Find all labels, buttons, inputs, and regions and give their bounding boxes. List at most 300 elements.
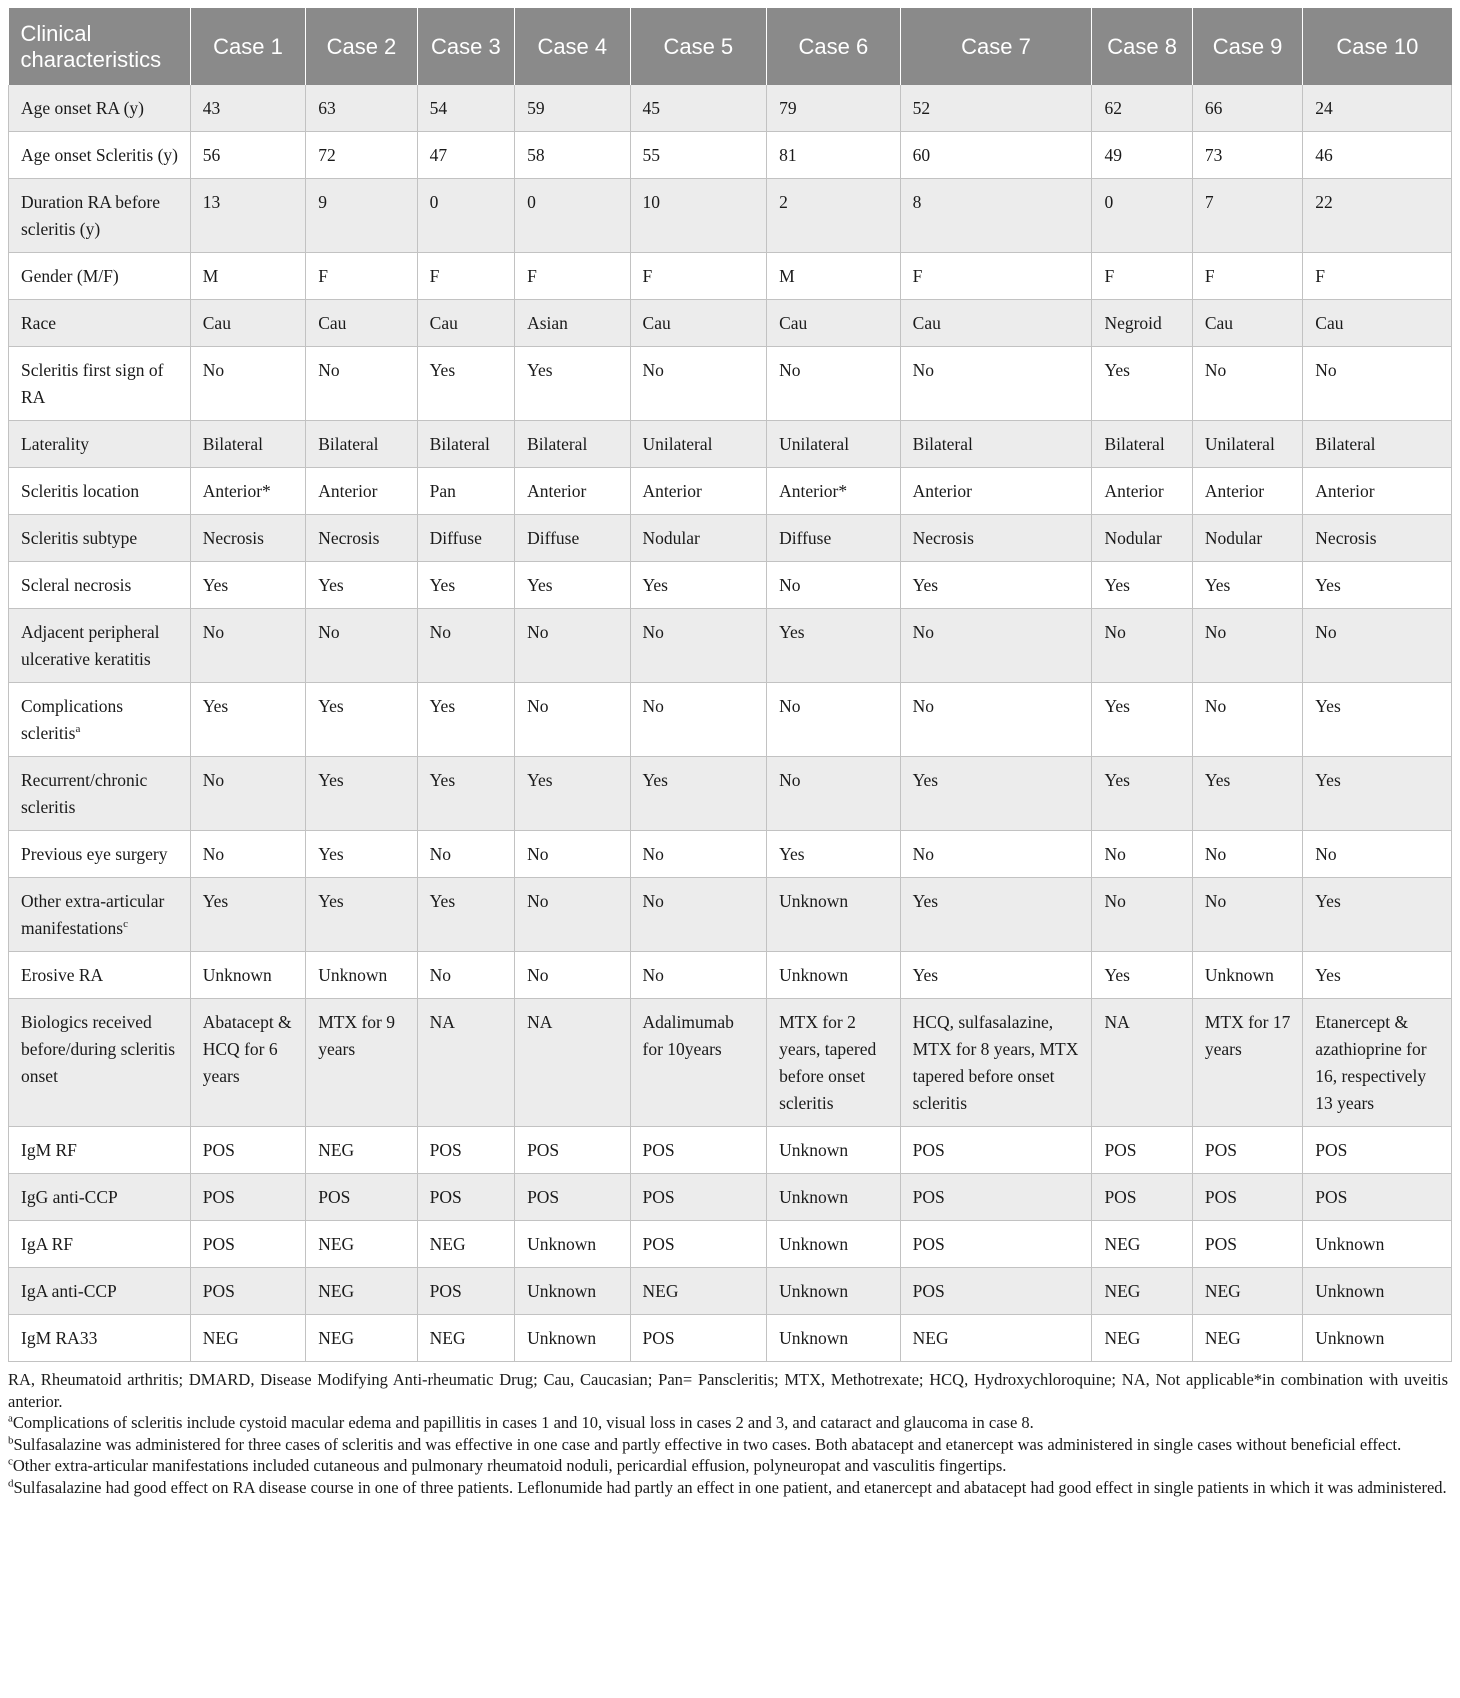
table-cell: 56 [190, 132, 305, 179]
table-cell: No [1192, 609, 1302, 683]
row-label-text: IgA anti-CCP [21, 1281, 117, 1301]
table-cell: M [767, 253, 901, 300]
table-cell: POS [1092, 1127, 1192, 1174]
table-cell: No [190, 347, 305, 421]
table-row [9, 1174, 1452, 1221]
table-cell: Nodular [630, 515, 767, 562]
table-cell: Cau [417, 300, 514, 347]
row-label-text: Age onset Scleritis (y) [21, 145, 178, 165]
table-cell: Bilateral [306, 421, 417, 468]
footnote-marker: a [8, 1412, 13, 1425]
table-cell: Yes [630, 757, 767, 831]
column-header-case-1: Case 1 [190, 8, 305, 85]
table-cell: No [515, 952, 630, 999]
table-cell: Cau [630, 300, 767, 347]
table-cell: No [515, 878, 630, 952]
row-label-text: IgA RF [21, 1234, 74, 1254]
table-cell: Etanercept & azathioprine for 16, respectively 13 years [1303, 999, 1452, 1127]
table-cell: 7 [1192, 179, 1302, 253]
table-row [9, 1221, 1452, 1268]
table-cell: Yes [306, 683, 417, 757]
table-cell: Yes [417, 683, 514, 757]
table-cell: Cau [1303, 300, 1452, 347]
table-cell: No [900, 609, 1092, 683]
table-cell: NA [417, 999, 514, 1127]
table-cell: Yes [190, 878, 305, 952]
table-cell: Unknown [767, 952, 901, 999]
table-cell: Cau [190, 300, 305, 347]
row-label [9, 1315, 191, 1362]
table-cell: POS [900, 1174, 1092, 1221]
table-cell: F [515, 253, 630, 300]
table-cell: POS [900, 1268, 1092, 1315]
table-cell: No [1092, 878, 1192, 952]
table-cell: POS [417, 1268, 514, 1315]
table-cell: NEG [1192, 1268, 1302, 1315]
table-cell: Yes [306, 757, 417, 831]
footnote [8, 1434, 1448, 1456]
table-cell: No [306, 347, 417, 421]
table-cell: Yes [515, 347, 630, 421]
table-cell: 62 [1092, 85, 1192, 132]
row-label-text: Age onset RA (y) [21, 98, 144, 118]
table-cell: Yes [306, 831, 417, 878]
table-row [9, 952, 1452, 999]
table-cell: Anterior* [767, 468, 901, 515]
row-label-text: Biologics received before/during scleritis onset [21, 1012, 176, 1086]
table-cell: Yes [1092, 757, 1192, 831]
table-cell: Yes [1092, 347, 1192, 421]
column-header-case-7: Case 7 [900, 8, 1092, 85]
table-cell: Anterior [900, 468, 1092, 515]
table-cell: No [417, 831, 514, 878]
table-cell: Yes [900, 562, 1092, 609]
footnote-marker: b [8, 1434, 14, 1446]
footnote-text: Complications of scleritis include cystoid macular edema and papillitis in cases 1 and 10, visual loss in cases 2 and 3, and cataract and glaucoma in case 8. [12, 1413, 1034, 1432]
table-cell: Anterior* [190, 468, 305, 515]
table-cell: No [1303, 609, 1452, 683]
table-cell: POS [515, 1174, 630, 1221]
table-cell: Yes [306, 878, 417, 952]
footnote-marker: d [8, 1477, 14, 1489]
row-label-text: IgM RA33 [21, 1328, 98, 1348]
table-row [9, 468, 1452, 515]
table-row [9, 562, 1452, 609]
table-row [9, 85, 1452, 132]
table-cell: NEG [306, 1221, 417, 1268]
table-cell: 45 [630, 85, 767, 132]
row-label [9, 468, 191, 515]
table-cell: No [767, 562, 901, 609]
table-cell: No [630, 683, 767, 757]
table-cell: Bilateral [900, 421, 1092, 468]
table-cell: F [1092, 253, 1192, 300]
column-header-case-6: Case 6 [767, 8, 901, 85]
row-label-text: Gender (M/F) [21, 266, 119, 286]
table-footnotes [8, 1369, 1452, 1498]
table-cell: No [767, 683, 901, 757]
table-row [9, 1315, 1452, 1362]
table-cell: No [767, 757, 901, 831]
table-cell: Unknown [767, 878, 901, 952]
table-cell: F [417, 253, 514, 300]
table-cell: 63 [306, 85, 417, 132]
row-label-text: Duration RA before scleritis (y) [21, 192, 160, 239]
table-row [9, 300, 1452, 347]
table-cell: Yes [417, 562, 514, 609]
footnote-text: RA, Rheumatoid arthritis; DMARD, Disease Modifying Anti-rheumatic Drug; Cau, Caucasian; Pan= Panscleritis; MTX, Methotrexate; HCQ, Hydroxychloroquine; NA, Not applicable*in combination with uveitis anterior. [8, 1370, 1448, 1411]
row-label [9, 421, 191, 468]
table-cell: 49 [1092, 132, 1192, 179]
row-label [9, 347, 191, 421]
table-cell: 8 [900, 179, 1092, 253]
table-cell: No [515, 831, 630, 878]
table-cell: Diffuse [515, 515, 630, 562]
table-row [9, 179, 1452, 253]
table-cell: No [190, 609, 305, 683]
table-cell: Adalimumab for 10years [630, 999, 767, 1127]
row-label-text: Previous eye surgery [21, 844, 168, 864]
table-cell: POS [630, 1127, 767, 1174]
table-cell: POS [417, 1127, 514, 1174]
row-label [9, 757, 191, 831]
table-cell: Nodular [1192, 515, 1302, 562]
footnote [8, 1369, 1448, 1412]
footnote-marker: c [123, 918, 128, 931]
table-cell: NEG [417, 1315, 514, 1362]
table-row [9, 999, 1452, 1127]
row-label-text: IgG anti-CCP [21, 1187, 118, 1207]
table-row [9, 253, 1452, 300]
column-header-case-2: Case 2 [306, 8, 417, 85]
table-cell: POS [1192, 1221, 1302, 1268]
table-cell: No [1092, 831, 1192, 878]
table-cell: Cau [900, 300, 1092, 347]
table-cell: 55 [630, 132, 767, 179]
table-cell: Bilateral [1303, 421, 1452, 468]
table-cell: 0 [417, 179, 514, 253]
column-header-case-3: Case 3 [417, 8, 514, 85]
table-cell: Yes [1303, 683, 1452, 757]
row-label [9, 952, 191, 999]
row-label-text: Recurrent/chronic scleritis [21, 770, 148, 817]
table-row [9, 421, 1452, 468]
table-cell: 60 [900, 132, 1092, 179]
table-row [9, 878, 1452, 952]
table-row [9, 757, 1452, 831]
table-cell: Negroid [1092, 300, 1192, 347]
table-cell: Unknown [767, 1315, 901, 1362]
table-cell: No [900, 831, 1092, 878]
table-cell: POS [1303, 1127, 1452, 1174]
table-cell: Unknown [1192, 952, 1302, 999]
column-header-case-8: Case 8 [1092, 8, 1192, 85]
table-cell: No [1092, 609, 1192, 683]
table-cell: POS [630, 1315, 767, 1362]
table-cell: No [1192, 683, 1302, 757]
table-cell: Unknown [767, 1268, 901, 1315]
table-body [9, 85, 1452, 1362]
row-label [9, 132, 191, 179]
table-cell: Yes [1303, 757, 1452, 831]
table-row [9, 515, 1452, 562]
table-cell: Unknown [767, 1127, 901, 1174]
table-cell: Yes [900, 757, 1092, 831]
row-label [9, 562, 191, 609]
table-cell: POS [515, 1127, 630, 1174]
table-cell: No [1303, 831, 1452, 878]
table-cell: No [900, 683, 1092, 757]
table-cell: Unknown [767, 1174, 901, 1221]
table-cell: F [630, 253, 767, 300]
table-cell: NEG [306, 1127, 417, 1174]
table-row [9, 347, 1452, 421]
table-cell: 2 [767, 179, 901, 253]
table-cell: Yes [417, 347, 514, 421]
row-label [9, 1268, 191, 1315]
table-header-row [9, 8, 1452, 85]
row-label [9, 515, 191, 562]
table-cell: MTX for 2 years, tapered before onset scleritis [767, 999, 901, 1127]
row-label [9, 85, 191, 132]
table-cell: Unknown [306, 952, 417, 999]
table-cell: NEG [1192, 1315, 1302, 1362]
table-cell: 66 [1192, 85, 1302, 132]
table-cell: POS [190, 1127, 305, 1174]
table-cell: No [900, 347, 1092, 421]
table-cell: POS [900, 1221, 1092, 1268]
footnote-text: Other extra-articular manifestations included cutaneous and pulmonary rheumatoid noduli, pericardial effusion, polyneuropat and vasculitis fingertips. [12, 1456, 1007, 1475]
footnote [8, 1455, 1448, 1477]
footnote-marker: a [75, 723, 81, 736]
table-cell: No [417, 952, 514, 999]
column-header-case-10: Case 10 [1303, 8, 1452, 85]
table-cell: F [1192, 253, 1302, 300]
table-cell: Asian [515, 300, 630, 347]
table-cell: Anterior [1303, 468, 1452, 515]
table-row [9, 831, 1452, 878]
row-label-text: Scleritis first sign of RA [21, 360, 164, 407]
table-cell: 79 [767, 85, 901, 132]
row-label [9, 878, 191, 952]
table-cell: Necrosis [900, 515, 1092, 562]
table-cell: No [630, 878, 767, 952]
row-label-text: Laterality [21, 434, 90, 454]
table-row [9, 1268, 1452, 1315]
table-cell: 22 [1303, 179, 1452, 253]
table-cell: No [630, 831, 767, 878]
table-row [9, 609, 1452, 683]
table-cell: NEG [1092, 1268, 1192, 1315]
row-label-text: Complications scleritis [21, 696, 124, 743]
table-cell: Yes [1303, 952, 1452, 999]
row-label [9, 253, 191, 300]
table-cell: Unknown [1303, 1221, 1452, 1268]
table-cell: NEG [1092, 1315, 1192, 1362]
table-cell: Unilateral [1192, 421, 1302, 468]
table-cell: Bilateral [515, 421, 630, 468]
table-cell: No [767, 347, 901, 421]
table-cell: Unknown [515, 1221, 630, 1268]
table-cell: 0 [1092, 179, 1192, 253]
table-cell: 9 [306, 179, 417, 253]
footnote [8, 1477, 1448, 1499]
table-cell: Yes [767, 609, 901, 683]
table-cell: No [1192, 831, 1302, 878]
table-cell: Yes [306, 562, 417, 609]
table-cell: Yes [417, 757, 514, 831]
table-cell: 43 [190, 85, 305, 132]
table-cell: Yes [767, 831, 901, 878]
row-label-text: Scleritis location [21, 481, 140, 501]
table-cell: Necrosis [306, 515, 417, 562]
table-cell: 54 [417, 85, 514, 132]
row-label-text: Race [21, 313, 56, 333]
table-cell: Yes [630, 562, 767, 609]
table-cell: F [900, 253, 1092, 300]
row-label [9, 999, 191, 1127]
table-cell: No [515, 609, 630, 683]
row-label [9, 1221, 191, 1268]
table-cell: Cau [306, 300, 417, 347]
table-cell: 58 [515, 132, 630, 179]
table-cell: POS [1192, 1174, 1302, 1221]
table-cell: Unknown [1303, 1268, 1452, 1315]
row-label [9, 1174, 191, 1221]
table-cell: M [190, 253, 305, 300]
table-cell: No [1192, 878, 1302, 952]
table-cell: Yes [190, 683, 305, 757]
table-cell: No [1192, 347, 1302, 421]
table-cell: Anterior [630, 468, 767, 515]
table-cell: 13 [190, 179, 305, 253]
row-label [9, 683, 191, 757]
table-cell: 81 [767, 132, 901, 179]
table-cell: No [630, 952, 767, 999]
table-cell: Yes [1192, 757, 1302, 831]
table-cell: 0 [515, 179, 630, 253]
table-cell: No [1303, 347, 1452, 421]
row-label [9, 300, 191, 347]
column-header-case-5: Case 5 [630, 8, 767, 85]
table-cell: Yes [1092, 562, 1192, 609]
table-cell: Cau [767, 300, 901, 347]
table-cell: Yes [1092, 952, 1192, 999]
column-header-case-4: Case 4 [515, 8, 630, 85]
footnote-marker: c [8, 1455, 13, 1468]
table-cell: Unknown [515, 1315, 630, 1362]
table-cell: Unilateral [767, 421, 901, 468]
table-cell: 24 [1303, 85, 1452, 132]
table-cell: NEG [306, 1315, 417, 1362]
row-label-text: Erosive RA [21, 965, 104, 985]
table-cell: 59 [515, 85, 630, 132]
table-cell: Unilateral [630, 421, 767, 468]
table-cell: F [306, 253, 417, 300]
table-cell: Yes [1303, 562, 1452, 609]
table-cell: 46 [1303, 132, 1452, 179]
row-label-text: Scleral necrosis [21, 575, 132, 595]
footnote-text: Sulfasalazine had good effect on RA disease course in one of three patients. Leflonumide had partly an effect in one patient, and etanercept and abatacept had good effect in single patients in which it was administered. [13, 1477, 1447, 1497]
table-row [9, 1127, 1452, 1174]
table-cell: Yes [1303, 878, 1452, 952]
table-cell: MTX for 9 years [306, 999, 417, 1127]
table-cell: NEG [630, 1268, 767, 1315]
table-cell: POS [1092, 1174, 1192, 1221]
table-cell: Yes [1092, 683, 1192, 757]
table-cell: Bilateral [417, 421, 514, 468]
footnote-text: Sulfasalazine was administered for three cases of scleritis and was effective in one case and partly effective in two cases. Both abatacept and etanercept was administered in single cases without beneficial effect. [13, 1434, 1402, 1454]
table-cell: MTX for 17 years [1192, 999, 1302, 1127]
table-cell: No [515, 683, 630, 757]
table-cell: POS [1303, 1174, 1452, 1221]
table-cell: POS [306, 1174, 417, 1221]
table-cell: NEG [306, 1268, 417, 1315]
table-cell: No [630, 347, 767, 421]
row-label-text: IgM RF [21, 1140, 77, 1160]
document [8, 8, 1452, 1498]
table-cell: NEG [190, 1315, 305, 1362]
table-cell: Unknown [767, 1221, 901, 1268]
table-cell: NA [515, 999, 630, 1127]
table-cell: Yes [1192, 562, 1302, 609]
table-cell: Anterior [515, 468, 630, 515]
table-cell: No [190, 831, 305, 878]
table-cell: Yes [190, 562, 305, 609]
table-cell: POS [900, 1127, 1092, 1174]
row-label [9, 831, 191, 878]
row-label-text: Adjacent peripheral ulcerative keratitis [21, 622, 160, 669]
table-cell: Necrosis [1303, 515, 1452, 562]
row-label [9, 1127, 191, 1174]
row-label [9, 179, 191, 253]
table-cell: 10 [630, 179, 767, 253]
table-cell: No [630, 609, 767, 683]
table-cell: Anterior [306, 468, 417, 515]
table-cell: POS [190, 1221, 305, 1268]
row-label [9, 609, 191, 683]
table-cell: NEG [1092, 1221, 1192, 1268]
table-cell: Diffuse [417, 515, 514, 562]
table-cell: 72 [306, 132, 417, 179]
table-cell: Unknown [1303, 1315, 1452, 1362]
table-cell: POS [417, 1174, 514, 1221]
row-label-text: Scleritis subtype [21, 528, 138, 548]
table-cell: Bilateral [190, 421, 305, 468]
table-cell: Anterior [1092, 468, 1192, 515]
table-row [9, 132, 1452, 179]
column-header-characteristics: Clinical characteristics [9, 8, 191, 85]
table-cell: No [417, 609, 514, 683]
table-cell: NEG [900, 1315, 1092, 1362]
table-cell: Necrosis [190, 515, 305, 562]
row-label-text: Other extra-articular manifestations [21, 891, 165, 938]
table-cell: NEG [417, 1221, 514, 1268]
table-cell: Anterior [1192, 468, 1302, 515]
table-cell: HCQ, sulfasalazine, MTX for 8 years, MTX tapered before onset scleritis [900, 999, 1092, 1127]
table-cell: Unknown [515, 1268, 630, 1315]
table-cell: 47 [417, 132, 514, 179]
table-cell: No [306, 609, 417, 683]
table-cell: Pan [417, 468, 514, 515]
table-cell: No [190, 757, 305, 831]
table-row [9, 683, 1452, 757]
table-cell: POS [190, 1174, 305, 1221]
clinical-characteristics-table [8, 8, 1452, 1362]
table-cell: Diffuse [767, 515, 901, 562]
table-cell: Bilateral [1092, 421, 1192, 468]
table-cell: Unknown [190, 952, 305, 999]
